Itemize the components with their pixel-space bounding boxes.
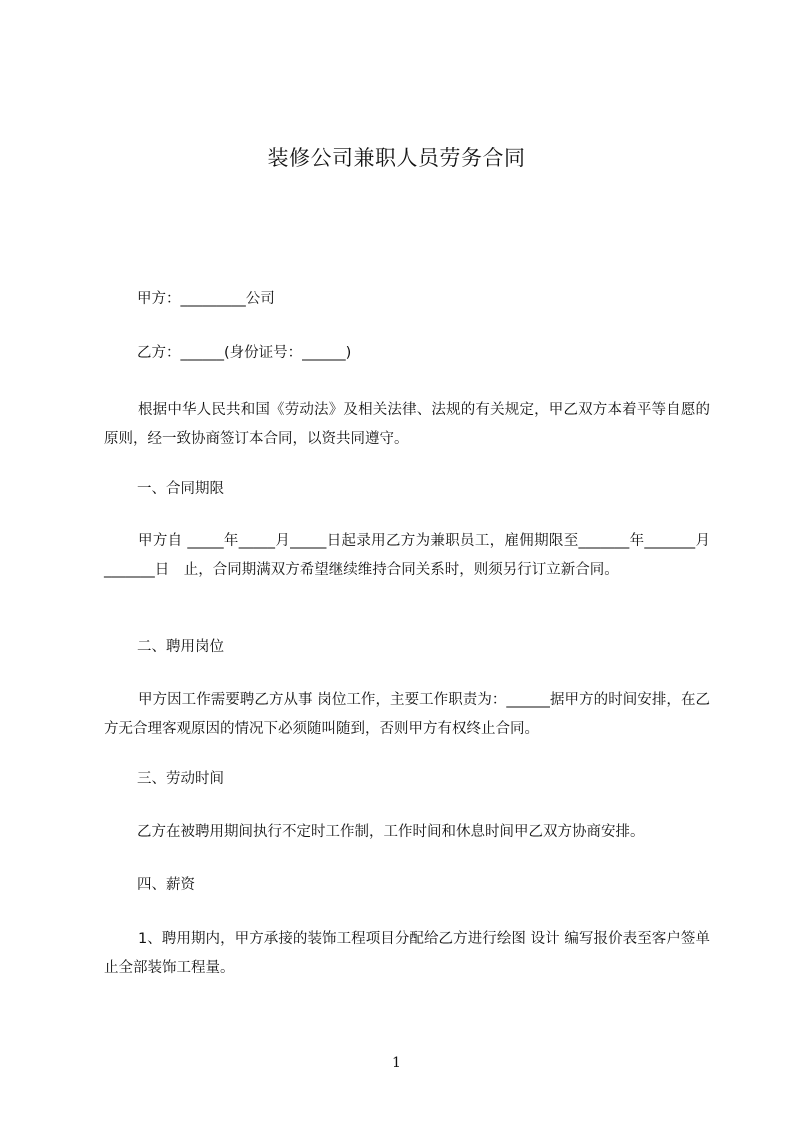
section-body-salary: 1、聘用期内，甲方承接的装饰工程项目分配给乙方进行绘图 设计 编写报价表至客户签单止全部装饰工程量。 [104, 931, 710, 976]
section-body-hours: 乙方在被聘用期间执行不定时工作制，工作时间和休息时间甲乙双方协商安排。 [137, 824, 645, 840]
page-number: 1 [392, 1055, 401, 1071]
party-b-line: 乙方：______(身份证号：______) [137, 345, 352, 361]
section-body-term: 甲方自 _____年_____月_____日起录用乙方为兼职员工，雇佣期限至_______年_______月_______日 止，合同期满双方希望继续维持合同关系时，则须另行订立新合同。 [104, 533, 710, 578]
document-title: 装修公司兼职人员劳务合同 [267, 146, 526, 170]
preamble-paragraph: 根据中华人民共和国《劳动法》及相关法律、法规的有关规定，甲乙双方本着平等自愿的原则，经一致协商签订本合同，以资共同遵守。 [104, 402, 710, 447]
section-heading-position: 二、聘用岗位 [137, 639, 224, 655]
party-a-line: 甲方：_________公司 [137, 291, 275, 307]
section-heading-hours: 三、劳动时间 [137, 771, 224, 787]
section-heading-salary: 四、薪资 [137, 877, 195, 893]
section-heading-term: 一、合同期限 [137, 481, 224, 497]
section-body-position: 甲方因工作需要聘乙方从事 岗位工作，主要工作职责为：______据甲方的时间安排，在乙方无合理客观原因的情况下必须随叫随到，否则甲方有权终止合同。 [104, 692, 710, 737]
